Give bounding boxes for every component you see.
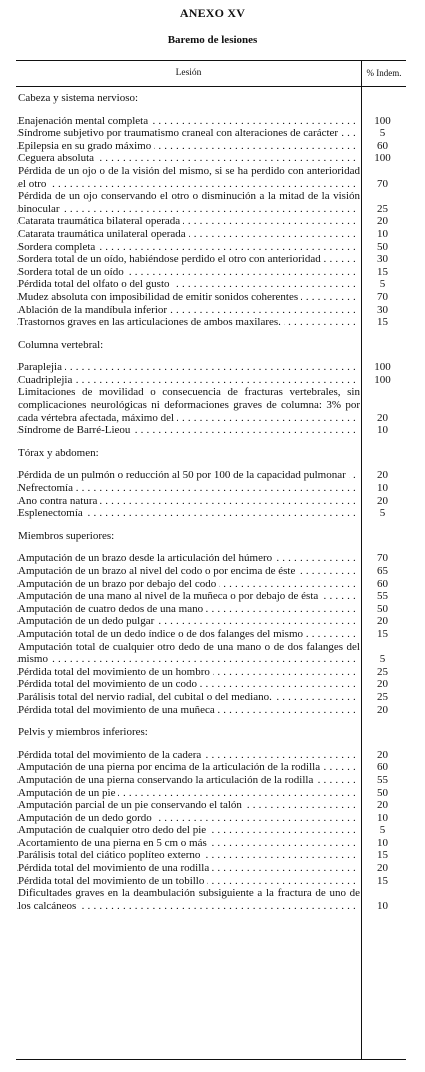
table-row [16,691,406,704]
table-row [16,704,406,717]
lesion-cell [16,495,360,508]
lesion-text: Ceguera absoluta [18,152,97,164]
table-row [16,824,406,837]
lesion-cell [16,849,360,862]
lesion-text: Parálisis total del nervio radial, del cubital o del mediano. [18,691,275,703]
lesion-cell [16,628,360,641]
lesion-cell [16,603,360,616]
lesion-text: Síndrome subjetivo por traumatismo craneal con alteraciones de carácter [18,127,341,139]
lesion-text: Pérdida total del movimiento de un codo [18,678,200,690]
table-row [16,628,406,641]
lesion-cell [16,482,360,495]
lesion-text: Amputación de un dedo gordo [18,812,155,824]
indemnity-percent-cell: 25 [377,202,388,215]
lesion-cell [16,761,360,774]
indemnity-percent-cell: 10 [377,424,388,437]
indemnity-percent-cell: 20 [377,469,388,482]
lesion-text: Limitaciones de movilidad o consecuencia de fracturas vertebrales, sin complicaciones neurológicas ni deformaciones graves de columna: 3% por cada vértebra afectada, máximo del [18,386,360,424]
table-header-rule [16,86,406,87]
indemnity-percent-cell: 15 [377,265,388,278]
table-row [16,469,406,482]
table-row [16,666,406,679]
table-row [16,241,406,254]
table-row [16,812,406,825]
lesion-text: Amputación parcial de un pie conservando el talón [18,799,245,811]
lesion-cell [16,590,360,603]
table-row [16,386,406,424]
indemnity-percent-cell: 100 [374,152,391,165]
table-row [16,115,406,128]
lesion-text: Mudez absoluta con imposibilidad de emitir sonidos coherentes [18,291,301,303]
indemnity-percent-cell: 25 [377,690,388,703]
lesion-cell [16,115,360,128]
table-row [16,862,406,875]
lesion-text: Catarata traumática bilateral operada [18,215,183,227]
indemnity-percent-cell: 5 [379,278,386,291]
lesion-text: Cuadriplejia [18,374,75,386]
indemnity-percent-cell: 100 [374,114,391,127]
lesion-cell [16,666,360,679]
table-row [16,799,406,812]
indemnity-percent-cell: 15 [377,316,388,329]
lesion-text: Pérdida total del movimiento de una muñeca [18,704,218,716]
table-row [16,140,406,153]
indemnity-percent-cell: 25 [377,665,388,678]
table-row [16,152,406,165]
table-row [16,215,406,228]
indemnity-percent-cell: 20 [377,215,388,228]
indemnity-percent-cell: 20 [377,411,388,424]
section-spacer [16,912,406,918]
lesion-cell [16,215,360,228]
lesion-text: Trastornos graves en las articulaciones de ambos maxilares. [18,316,284,328]
lesion-text: Amputación de cualquier otro dedo del pie [18,824,209,836]
lesion-text: Amputación de un pie [18,787,118,799]
indemnity-percent-cell: 15 [377,849,388,862]
lesion-text: Sordera completa [18,241,98,253]
lesion-text: Amputación de una pierna por encima de la articulación de la rodilla [18,761,323,773]
lesion-cell [16,469,360,482]
lesion-cell [16,875,360,888]
lesion-cell [16,787,360,800]
indemnity-percent-cell: 100 [374,373,391,386]
indemnity-percent-cell: 55 [377,773,388,786]
table-row [16,304,406,317]
lesion-cell [16,278,360,291]
lesion-text: Amputación de cuatro dedos de una mano [18,603,206,615]
table-row [16,552,406,565]
table-row [16,615,406,628]
lesion-cell [16,552,360,565]
indemnity-percent-cell: 50 [377,786,388,799]
lesion-cell [16,316,360,329]
lesion-text: Pérdida total del movimiento de un tobillo [18,875,207,887]
table-row [16,165,406,190]
lesion-text: Amputación total de cualquier otro dedo de una mano o de dos falanges del mismo [18,640,360,666]
lesion-text: Nefrectomía [18,482,76,494]
lesion-text: Sordera total de un oído [18,266,127,278]
table-top-rule [16,60,406,61]
lesion-text: Pérdida total del movimiento de la cadera [18,749,204,761]
lesion-text: Amputación total de un dedo índice o de dos falanges del mismo [18,628,306,640]
table-bottom-rule [16,1059,406,1060]
lesion-cell [16,266,360,279]
lesion-text: Amputación de un brazo al nivel del codo o por encima de éste [18,565,298,577]
lesion-cell [16,678,360,691]
lesion-cell [16,253,360,266]
table-row [16,603,406,616]
lesion-cell [16,386,360,424]
lesion-text: Amputación de un brazo por debajo del codo [18,578,219,590]
section-spacer [16,329,406,335]
lesion-cell [16,862,360,875]
lesion-cell [16,304,360,317]
lesion-cell [16,507,360,520]
indemnity-percent-cell: 10 [377,227,388,240]
lesion-cell [16,691,360,704]
indemnity-percent-cell: 10 [377,899,388,912]
lesion-cell [16,812,360,825]
lesion-text: Parálisis total del ciático poplíteo externo [18,849,203,861]
lesion-text: Amputación de una pierna conservando la articulación de la rodilla [18,774,316,786]
indemnity-percent-cell: 20 [377,799,388,812]
table-row [16,678,406,691]
lesion-cell [16,578,360,591]
lesion-text: Pérdida de un pulmón o reducción al 50 por 100 de la capacidad pulmonar [18,469,349,481]
table-row [16,361,406,374]
table-row [16,291,406,304]
lesion-cell [16,641,360,666]
section-spacer [16,437,406,443]
lesion-cell [16,704,360,717]
lesion-text: Dificultades graves en la deambulación subsiguiente a la fractura de uno de los calcáneos [18,887,360,912]
lesion-cell [16,824,360,837]
lesion-cell [16,837,360,850]
indemnity-percent-cell: 70 [377,552,388,565]
indemnity-percent-cell: 15 [377,627,388,640]
lesion-text: Pérdida total del movimiento de una rodilla [18,862,212,874]
lesion-cell [16,615,360,628]
table-row [16,253,406,266]
lesion-text: Ablación de la mandíbula inferior [18,304,170,316]
table-row [16,507,406,520]
lesion-text: Ano contra natura [18,495,100,507]
table-row [16,749,406,762]
section-title: Pelvis y miembros inferiores: [18,726,148,739]
lesion-cell [16,361,360,374]
column-header-lesion: Lesión [175,68,202,78]
lesion-cell [16,565,360,578]
lesion-text: Pérdida total del olfato o del gusto [18,278,173,290]
lesion-text: Paraplejia [18,361,65,373]
lesion-text: Síndrome de Barré-Lieou [18,424,133,436]
table-row [16,761,406,774]
table-row [16,875,406,888]
indemnity-percent-cell: 5 [379,507,386,520]
lesion-text: Esplenectomía [18,507,86,519]
lesion-text: Amputación de una mano al nivel de la muñeca o por debajo de ésta [18,590,321,602]
table-row [16,578,406,591]
table-row [16,565,406,578]
indemnity-percent-cell: 15 [377,874,388,887]
table-row [16,127,406,140]
annex-title: ANEXO XV [179,6,246,20]
indemnity-percent-cell: 5 [379,824,386,837]
table-row [16,190,406,215]
section-title: Tórax y abdomen: [18,446,99,459]
lesion-text: Amputación de un brazo desde la articulación del húmero [18,552,275,564]
lesion-cell [16,127,360,140]
indemnity-percent-cell: 60 [377,139,388,152]
table-row [16,316,406,329]
lesion-text: Pérdida de un ojo conservando el otro o disminución a la mitad de la visión binocular [18,190,360,215]
table-row [16,495,406,508]
table-row [16,266,406,279]
indemnity-percent-cell: 70 [377,177,388,190]
indemnity-percent-cell: 10 [377,482,388,495]
indemnity-percent-cell: 20 [377,678,388,691]
lesion-text: Catarata traumática unilateral operada [18,228,189,240]
indemnity-percent-cell: 60 [377,761,388,774]
indemnity-percent-cell: 20 [377,703,388,716]
lesion-cell [16,424,360,437]
lesion-cell [16,374,360,387]
lesion-text: Enajenación mental completa [18,115,151,127]
lesion-text: Epilepsia en su grado máximo [18,140,154,152]
lesion-cell [16,749,360,762]
lesion-text: Sordera total de un oído, habiéndose perdido el otro con anterioridad [18,253,324,265]
lesion-cell [16,291,360,304]
table-body [16,90,406,918]
column-header-pct: % Indem. [366,68,402,78]
section-title: Columna vertebral: [18,338,104,351]
indemnity-percent-cell: 20 [377,494,388,507]
lesion-cell [16,887,360,912]
section-spacer [16,520,406,526]
indemnity-percent-cell: 30 [377,303,388,316]
document-subtitle: Baremo de lesiones [167,34,258,46]
table-row [16,774,406,787]
table-row [16,849,406,862]
lesion-cell [16,228,360,241]
lesion-cell [16,241,360,254]
lesion-text: Amputación de un dedo pulgar [18,615,157,627]
table-row [16,787,406,800]
indemnity-percent-cell: 65 [377,565,388,577]
section-spacer [16,716,406,722]
indemnity-percent-cell: 20 [377,748,388,761]
table-row [16,228,406,241]
lesion-text: Acortamiento de una pierna en 5 cm o más [18,837,210,849]
injury-scale-table [16,60,406,1060]
lesion-cell [16,774,360,787]
indemnity-percent-cell: 55 [377,590,388,603]
table-row [16,887,406,912]
indemnity-percent-cell: 30 [377,253,388,266]
table-row [16,482,406,495]
indemnity-percent-cell: 100 [374,361,391,374]
indemnity-percent-cell: 60 [377,577,388,590]
indemnity-percent-cell: 5 [379,653,386,666]
table-row [16,374,406,387]
indemnity-percent-cell: 20 [377,862,388,875]
table-row [16,590,406,603]
indemnity-percent-cell: 10 [377,811,388,824]
lesion-cell [16,152,360,165]
table-row [16,641,406,666]
indemnity-percent-cell: 20 [377,615,388,628]
lesion-text: Pérdida de un ojo o de la visión del mismo, si se ha perdido con anterioridad el otro [18,164,360,190]
lesion-cell [16,799,360,812]
indemnity-percent-cell: 10 [377,836,388,849]
lesion-cell [16,190,360,215]
section-title: Miembros superiores: [18,529,115,542]
table-row [16,837,406,850]
indemnity-percent-cell: 5 [379,127,386,140]
lesion-cell [16,140,360,153]
lesion-cell [16,165,360,190]
indemnity-percent-cell: 70 [377,290,388,303]
table-row [16,278,406,291]
indemnity-percent-cell: 50 [377,602,388,615]
indemnity-percent-cell: 50 [377,240,388,253]
lesion-text: Pérdida total del movimiento de un hombro [18,666,213,678]
section-title: Cabeza y sistema nervioso: [18,92,139,104]
table-row [16,424,406,437]
